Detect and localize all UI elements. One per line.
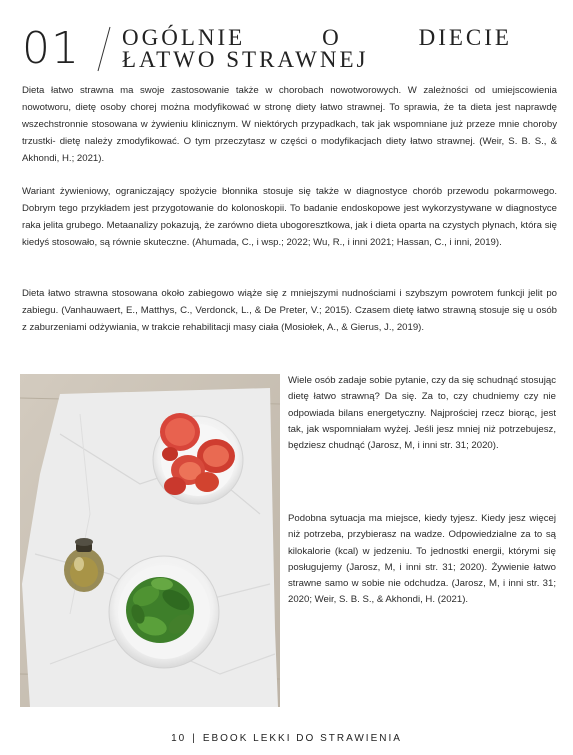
body-paragraph: Wariant żywieniowy, ograniczający spożycie błonnika stosuje się także w diagnostyce chorób przewodu pokarmowego. Dobrym tego przykładem jest przygotowanie do kolonoskopii. To badanie endoskopowe jest wykorzystywane w diagnostyce raka jelita grubego. Metaanalizy pokazują, że zarówno dieta ubogoresztkowa, jak i dieta oparta na czystych płynach, która się kiedyś stosowało, są równie skuteczne. (Ahumada, C., i wsp.; 2022; Wu, R., i inni 2021; Hassan, C., i inni, 2019). <box>22 186 557 248</box>
spinach-bowl <box>109 556 219 668</box>
side-paragraph: Wiele osób zadaje sobie pytanie, czy da się schudnąć stosując dietę łatwo strawną? Da się. Za to, czy chudniemy czy nie odpowiada bilans energetyczny. Najprościej rzecz biorąc, jest tak, jak wspomniałam wyżej. Jeśli jesz mniej niż potrzebujesz, będziesz chudnąć (Jarosz, M, i inni str. 31; 2020). <box>288 375 556 452</box>
body-paragraph: Dieta łatwo strawna ma swoje zastosowanie także w chorobach nowotworowych. W zależności od umiejscowienia nowotworu, dietę osoby chorej można modyfikować w stronę diety łatwo strawnej. To sprawia, że ta dieta jest naprawdę wszechstronnie stosowana w żywieniu klinicznym. W niektórych przypadkach, tak jak wspomniane już przeze mnie choroby trzustki- dietę należy zmodyfikować. O tym przeczytasz w części o modyfikacjach diety łatwo strawnej. (Weir, S. B. S., & Akhondi, H.; 2021). <box>22 85 557 164</box>
slash-divider-icon <box>97 26 111 72</box>
book-title: EBOOK LEKKI DO STRAWIENIA <box>202 733 402 744</box>
side-paragraph: Podobna sytuacja ma miejsce, kiedy tyjesz. Kiedy jesz więcej niż potrzeba, przybierasz na wadze. Odpowiedzialne za to są kilokalorie (kcal) w jedzeniu. To jednostki energii, którymi się posługujemy (Jarosz, M, i inni str. 31; 2020). Żywienie łatwo strawne samo w sobie nie odchudza. (Jarosz, M, i inni str. 31; 2020; Weir, S. B. S., & Akhondi, H. (2021). <box>288 513 556 606</box>
page-number: 10 <box>171 733 187 744</box>
title-word: DIECIE <box>418 25 512 50</box>
page-footer <box>0 733 573 744</box>
footer-separator: | <box>192 733 197 744</box>
chapter-header <box>22 23 562 74</box>
body-paragraph: Dieta łatwo strawna stosowana około zabiegowo wiąże się z mniejszymi nudnościami i szybszym powrotem funkcji jelit po zabiegu. (Vanhauwaert, E., Matthys, C., Verdonck, L., & De Preter, V.; 2015). Czasem dietę łatwo strawną stosuje się u osób z zaburzeniami odżywiania, w trakcie rehabilitacji masy ciała (Mosiołek, A., & Gierus, J., 2019). <box>22 288 557 333</box>
chapter-title-line1 <box>122 27 512 49</box>
chapter-number: 01 <box>22 23 80 74</box>
title-word: O <box>322 25 342 50</box>
chapter-title-line2: ŁATWO STRAWNEJ <box>122 47 369 72</box>
food-photo-illustration <box>20 374 280 707</box>
title-word: OGÓLNIE <box>122 25 246 50</box>
chapter-title <box>122 27 512 71</box>
food-photo <box>20 374 280 707</box>
